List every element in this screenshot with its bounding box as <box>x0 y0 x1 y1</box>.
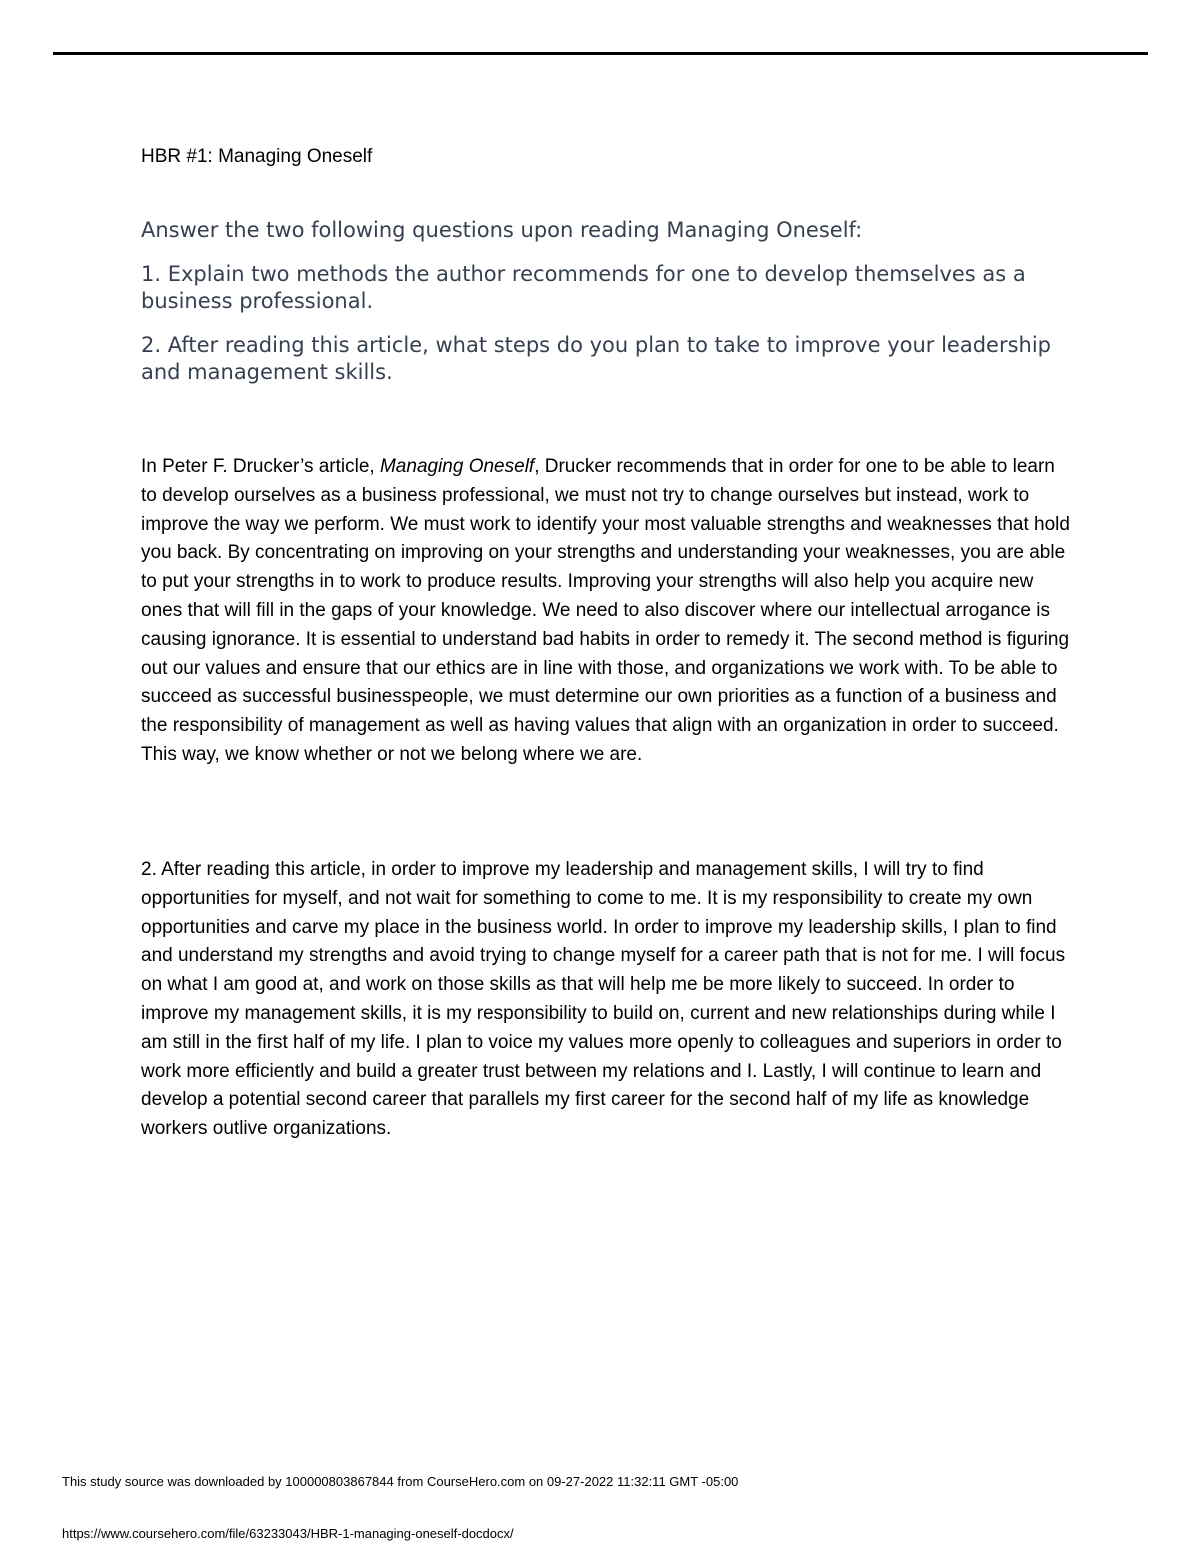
document-title: HBR #1: Managing Oneself <box>141 146 373 167</box>
answer-1-paragraph <box>141 453 1071 770</box>
question-2: 2. After reading this article, what steps do you plan to take to improve your leadership and management skills. <box>141 333 1052 384</box>
footer-source-note: This study source was downloaded by 100000803867844 from CourseHero.com on 09-27-2022 11:32:11 GMT -05:00 <box>62 1474 739 1489</box>
questions-block <box>141 217 1071 403</box>
footer-url-link[interactable]: https://www.coursehero.com/file/63233043/HBR-1-managing-oneself-docdocx/ <box>62 1526 514 1541</box>
article-title-italic: Managing Oneself <box>379 456 535 477</box>
top-horizontal-rule <box>53 52 1148 55</box>
questions-intro: Answer the two following questions upon reading Managing Oneself: <box>141 218 863 242</box>
answer-1-lead: In Peter F. Drucker’s article, <box>141 456 380 477</box>
answer-2-paragraph: 2. After reading this article, in order to improve my leadership and management skills, I will try to find opportunities for myself, and not wait for something to come to me. It is my responsibility to create my own opportunities and carve my place in the business world. In order to improve my leadership skills, I plan to find and understand my strengths and avoid trying to change myself for a career path that is not for me. I will focus on what I am good at, and work on those skills as that will help me be more likely to succeed. In order to improve my management skills, it is my responsibility to build on, current and new relationships during while I am still in the first half of my life. I plan to voice my values more openly to colleagues and superiors in order to work more efficiently and build a greater trust between my relations and I. Lastly, I will continue to learn and develop a potential second career that parallels my first career for the second half of my life as knowledge workers outlive organizations. <box>141 859 1066 1140</box>
answer-1-body: , Drucker recommends that in order for one to be able to learn to develop ourselves as a business professional, we must not try to change ourselves but instead, work to improve the way we perform. We must work to identify your most valuable strengths and weaknesses that hold you back. By concentrating on improving on your strengths and understanding your weaknesses, you are able to put your strengths in to work to produce results. Improving your strengths will also help you acquire new ones that will fill in the gaps of your knowledge. We need to also discover where our intellectual arrogance is causing ignorance. It is essential to understand bad habits in order to remedy it. The second method is figuring out our values and ensure that our ethics are in line with those, and organizations we work with. To be able to succeed as successful businesspeople, we must determine our own priorities as a function of a business and the responsibility of management as well as having values that align with an organization in order to succeed. This way, we know whether or not we belong where we are. <box>141 456 1070 765</box>
question-1: 1. Explain two methods the author recommends for one to develop themselves as a business professional. <box>141 262 1026 313</box>
